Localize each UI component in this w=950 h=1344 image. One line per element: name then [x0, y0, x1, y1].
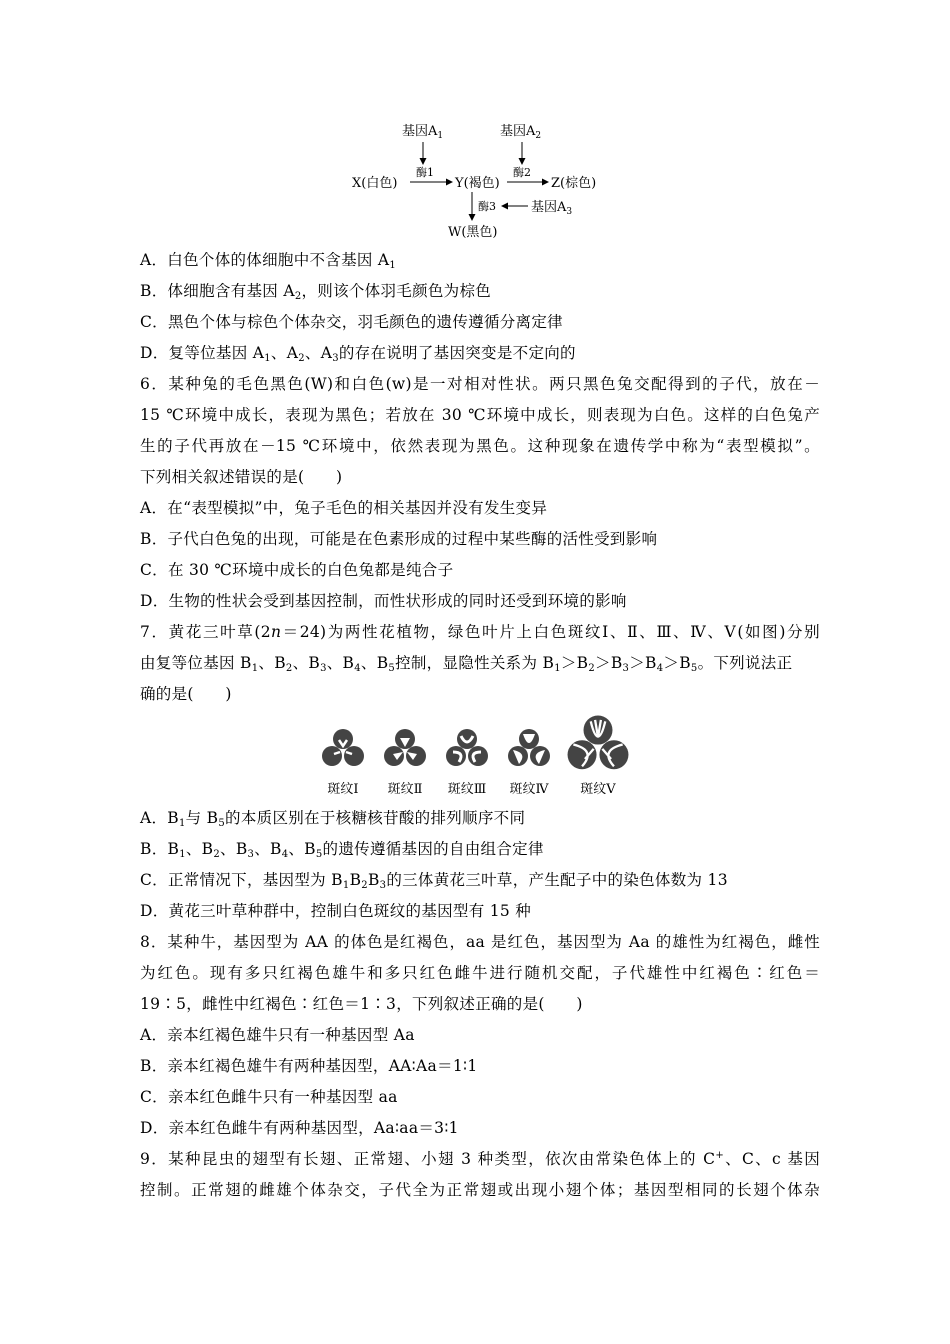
- q6-stem-line3: 生的子代再放在－15 ℃环境中，依然表现为黑色。这种现象在遗传学中称为“表型模拟”。: [140, 437, 820, 455]
- q8-stem-line3: 19∶5，雌性中红褐色∶红色＝1∶3，下列叙述正确的是( ): [140, 995, 583, 1013]
- z-tan-label: Z(棕色): [551, 176, 597, 191]
- pattern-3-label: 斑纹Ⅲ: [447, 782, 487, 797]
- gene-a1-label: 基因$A_1$: [402, 124, 444, 141]
- q5-option-b: B．体细胞含有基因 $A_2$，则该个体羽毛颜色为棕色: [140, 282, 492, 302]
- q9-stem-line1: 9．某种昆虫的翅型有长翅、正常翅、小翅 3 种类型，依次由常染色体上的 C+、C、c 基因: [140, 1150, 820, 1168]
- pattern-1-label: 斑纹Ⅰ: [327, 782, 359, 797]
- pattern-5-leaf: [568, 716, 629, 770]
- q7-option-c: C．正常情况下，基因型为 $B_1B_2B_3$的三体黄花三叶草，产生配子中的染色体数为 13: [140, 871, 728, 891]
- q8-option-b: B．亲本红褐色雄牛有两种基因型，AA∶Aa＝1∶1: [140, 1057, 478, 1075]
- w-black-label: W(黑色): [448, 225, 498, 240]
- enzyme1-label: 酶1: [416, 166, 434, 179]
- pattern-1-leaf: [322, 729, 364, 766]
- pattern-3-leaf: [446, 729, 488, 766]
- q8-option-c: C．亲本红色雌牛只有一种基因型 aa: [140, 1088, 398, 1106]
- pattern-5-label: 斑纹Ⅴ: [580, 782, 616, 797]
- gene-a2-label: 基因$A_2$: [500, 124, 542, 141]
- pigment-pathway-diagram: [330, 112, 620, 247]
- pattern-4-label: 斑纹Ⅳ: [509, 782, 549, 797]
- q6-stem-line2: 15 ℃环境中成长，表现为黑色；若放在 30 ℃环境中成长，则表现为白色。这样的白色兔产: [140, 406, 820, 424]
- q6-option-c: C．在 30 ℃环境中成长的白色兔都是纯合子: [140, 561, 454, 579]
- pattern-2-leaf: [384, 729, 426, 766]
- q7-stem-line1: 7．黄花三叶草(2n＝24)为两性花植物，绿色叶片上白色斑纹Ⅰ、Ⅱ、Ⅲ、Ⅳ、Ⅴ(如图)分别: [140, 623, 820, 641]
- q7-option-a: A．$B_1$与 $B_5$的本质区别在于核糖核苷酸的排列顺序不同: [140, 809, 526, 829]
- q5-option-d: D．复等位基因 $A_1$、$A_2$、$A_3$的存在说明了基因突变是不定向的: [140, 344, 576, 364]
- q5-option-a: A．白色个体的体细胞中不含基因 $A_1$: [140, 251, 397, 271]
- q6-stem-line1: 6．某种兔的毛色黑色(W)和白色(w)是一对相对性状。两只黑色兔交配得到的子代，放在－: [140, 375, 820, 393]
- q9-stem-line2: 控制。正常翅的雌雄个体杂交，子代全为正常翅或出现小翅个体；基因型相同的长翅个体杂: [140, 1181, 820, 1199]
- q7-stem-line2: 由复等位基因 $B_1$、$B_2$、$B_3$、$B_4$、$B_5$控制，显隐性关系为 $B_1>B_2>B_3>B_4>B_5$。下列说法正: [140, 654, 793, 674]
- q8-stem-line1: 8．某种牛，基因型为 AA 的体色是红褐色，aa 是红色，基因型为 Aa 的雄性为红褐色，雌性: [140, 933, 820, 951]
- q6-option-d: D．生物的性状会受到基因控制，而性状形成的同时还受到环境的影响: [140, 592, 627, 610]
- q5-option-c: C．黑色个体与棕色个体杂交，羽毛颜色的遗传遵循分离定律: [140, 313, 563, 331]
- q7-option-b: B．$B_1$、$B_2$、$B_3$、$B_4$、$B_5$的遗传遵循基因的自由组合定律: [140, 840, 544, 860]
- enzyme3-label: 酶3: [478, 200, 496, 213]
- pattern-2-label: 斑纹Ⅱ: [387, 782, 423, 797]
- gene-a3-label: 基因$A_3$: [531, 200, 573, 217]
- y-brown-label: Y(褐色): [455, 176, 500, 191]
- q6-option-b: B．子代白色兔的出现，可能是在色素形成的过程中某些酶的活性受到影响: [140, 530, 658, 548]
- pattern-4-leaf: [508, 729, 550, 766]
- q8-option-a: A．亲本红褐色雄牛只有一种基因型 Aa: [140, 1026, 415, 1044]
- x-white-label: X(白色): [352, 176, 398, 191]
- q8-stem-line2: 为红色。现有多只红褐色雄牛和多只红色雌牛进行随机交配，子代雄性中红褐色∶红色＝: [140, 964, 820, 982]
- q6-option-a: A．在“表型模拟”中，兔子毛色的相关基因并没有发生变异: [140, 499, 548, 517]
- enzyme2-label: 酶2: [513, 166, 531, 179]
- q8-option-d: D．亲本红色雌牛有两种基因型，Aa∶aa＝3∶1: [140, 1119, 459, 1137]
- q7-option-d: D．黄花三叶草种群中，控制白色斑纹的基因型有 15 种: [140, 902, 532, 920]
- q7-stem-line3: 确的是( ): [140, 685, 232, 703]
- clover-pattern-figure: [310, 708, 640, 804]
- q6-stem-line4: 下列相关叙述错误的是( ): [140, 468, 343, 486]
